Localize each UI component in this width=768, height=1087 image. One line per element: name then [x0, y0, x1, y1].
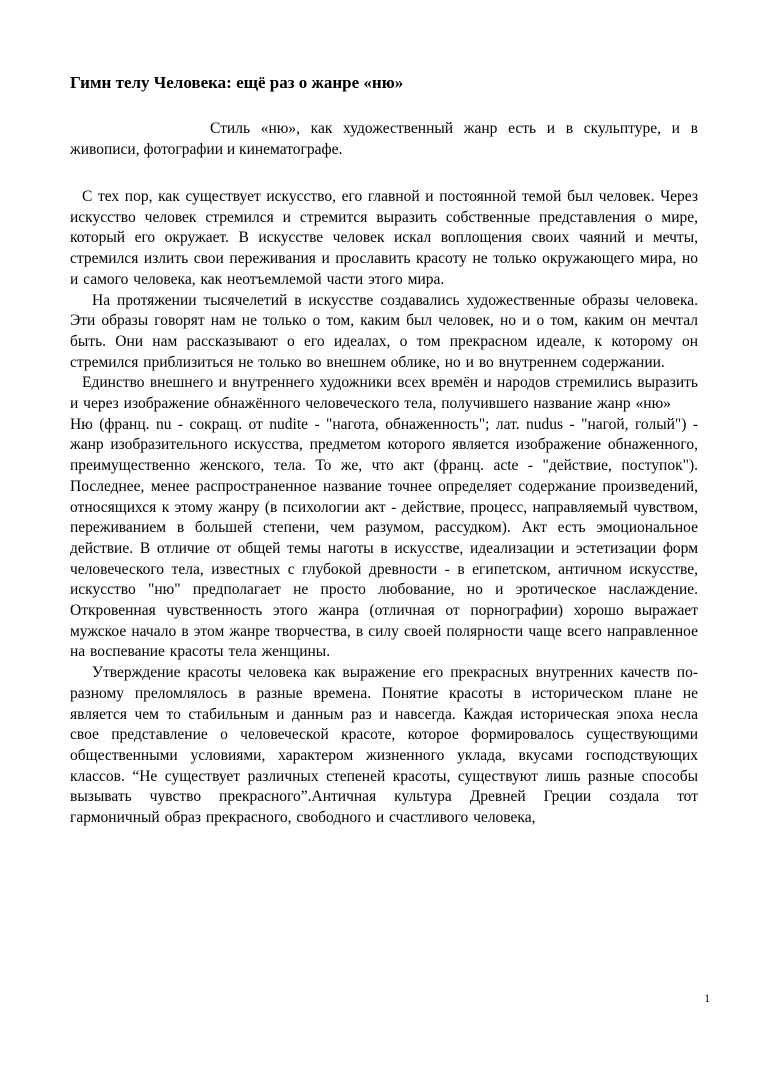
paragraph-2: На протяжении тысячелетий в искусстве создавались художественные образы человека. Эти образы говорят нам не только о том, каким был человек, но и о том, каким он мечтал быть. Они нам рассказывают о его идеалах, о том прекрасном идеале, к которому он стремился приблизиться не только во внешнем облике, но и во внутреннем содержании. [70, 291, 698, 371]
paragraph-1: С тех пор, как существует искусство, его главной и постоянной темой был человек. Через искусство человек стремился и стремится выразить собственные представления о мире, который его окружает. В искусстве человек искал воплощения своих чаяний и мечты, стремился излить свои переживания и прославить красоту не только окружающего мира, но и самого человека, как неотъемлемой части этого мира. [70, 188, 698, 288]
document-title: Гимн телу Человека: ещё раз о жанре «ню» [70, 73, 404, 92]
paragraph-3: Единство внешнего и внутреннего художники всех времён и народов стремились выразить и через изображение обнажённого человеческого тела, получившего название жанр «ню» [70, 374, 698, 413]
paragraph-4: Ню (франц. nu - сокращ. от nudite - "нагота, обнаженность"; лат. nudus - "нагой, голый") - жанр изобразительного искусства, предметом которого является изображение обнаженного, преимущественно женского, тела. То же, что акт (франц. acte - "действие, поступок"). Последнее, менее распространенное название точнее определяет содержание произведений, относящихся к этому жанру (в психологии акт - действие, процесс, направляемый чувством, переживанием в большей степени, чем разумом, рассудком). Акт есть эмоциональное действие. В отличие от общей темы наготы в искусстве, идеализации и эстетизации форм человеческого тела, известных с глубокой древности - в египетском, античном искусстве, искусство "ню" предполагает не просто любование, но и эротическое наслаждение. Откровенная чувственность этого жанра (отличная от порнографии) хорошо выражает мужское начало в этом жанре творчества, в силу своей полярности чаще всего направленное на воспевание красоты тела женщины. [70, 415, 698, 661]
paragraph-5: Утверждение красоты человека как выражение его прекрасных внутренних качеств по-разному преломлялось в разные времена. Понятие красоты в историческом плане не является чем то стабильным и данным раз и навсегда. Каждая историческая эпоха несла свое представление о человеческой красоте, которое формировалось существующими общественными условиями, характером жизненного уклада, вкусами господствующих классов. “Не существует различных степеней красоты, существуют лишь разные способы вызывать чувство прекрасного”.Античная культура Древней Греции создала тот гармоничный образ прекрасного, свободного и счастливого человека, [70, 664, 698, 827]
epigraph: Стиль «ню», как художественный жанр есть и в скульптуре, и в живописи, фотографии и кинематографе. [70, 120, 698, 158]
page-number: 1 [704, 993, 710, 1005]
